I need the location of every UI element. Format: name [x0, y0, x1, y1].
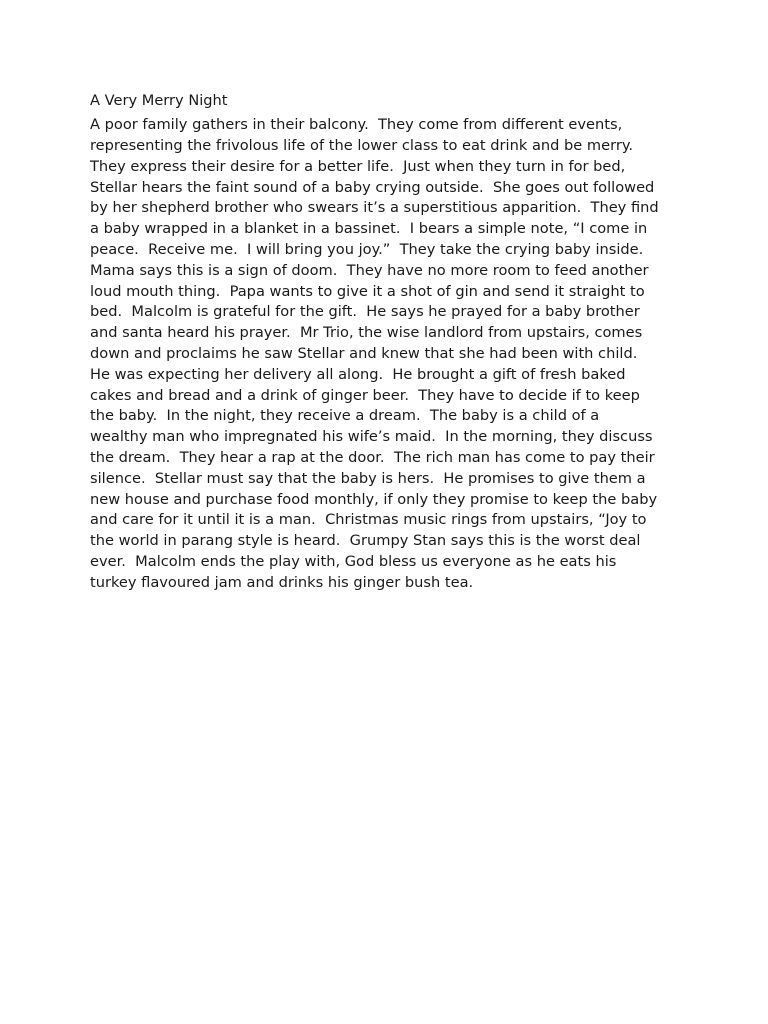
body-line: and santa heard his prayer. Mr Trio, the wise landlord from upstairs, comes: [90, 324, 643, 342]
document-page: [90, 91, 690, 594]
body-line: down and proclaims he saw Stellar and knew that she had been with child.: [90, 345, 638, 363]
body-line: by her shepherd brother who swears it’s a superstitious apparition. They find: [90, 199, 659, 217]
body-line: bed. Malcolm is grateful for the gift. He says he prayed for a baby brother: [90, 303, 640, 321]
body-line: A poor family gathers in their balcony. They come from different events,: [90, 116, 623, 134]
body-line: the baby. In the night, they receive a dream. The baby is a child of a: [90, 407, 600, 425]
body-line: representing the frivolous life of the lower class to eat drink and be merry.: [90, 137, 634, 155]
body-line: a baby wrapped in a blanket in a bassinet. I bears a simple note, “I come in: [90, 220, 648, 238]
body-line: peace. Receive me. I will bring you joy.” They take the crying baby inside.: [90, 241, 644, 259]
body-line: They express their desire for a better life. Just when they turn in for bed,: [90, 157, 626, 175]
body-line: loud mouth thing. Papa wants to give it a shot of gin and send it straight to: [90, 282, 645, 300]
body-line: the dream. They hear a rap at the door. The rich man has come to pay their: [90, 449, 655, 467]
body-line: ever. Malcolm ends the play with, God bless us everyone as he eats his: [90, 553, 617, 571]
body-line: Stellar hears the faint sound of a baby crying outside. She goes out followed: [90, 178, 655, 196]
body-line: wealthy man who impregnated his wife’s maid. In the morning, they discuss: [90, 428, 653, 446]
body-line: silence. Stellar must say that the baby is hers. He promises to give them a: [90, 469, 646, 487]
body-line: cakes and bread and a drink of ginger beer. They have to decide if to keep: [90, 386, 640, 404]
body-line: turkey flavoured jam and drinks his ginger bush tea.: [90, 573, 474, 591]
body-line: new house and purchase food monthly, if only they promise to keep the baby: [90, 490, 658, 508]
body-line: He was expecting her delivery all along. He brought a gift of fresh baked: [90, 365, 626, 383]
body-line: the world in parang style is heard. Grumpy Stan says this is the worst deal: [90, 532, 641, 550]
document-body: [90, 115, 690, 593]
body-line: Mama says this is a sign of doom. They have no more room to feed another: [90, 261, 649, 279]
body-line: and care for it until it is a man. Christmas music rings from upstairs, “Joy to: [90, 511, 647, 529]
document-title: A Very Merry Night: [90, 92, 228, 109]
